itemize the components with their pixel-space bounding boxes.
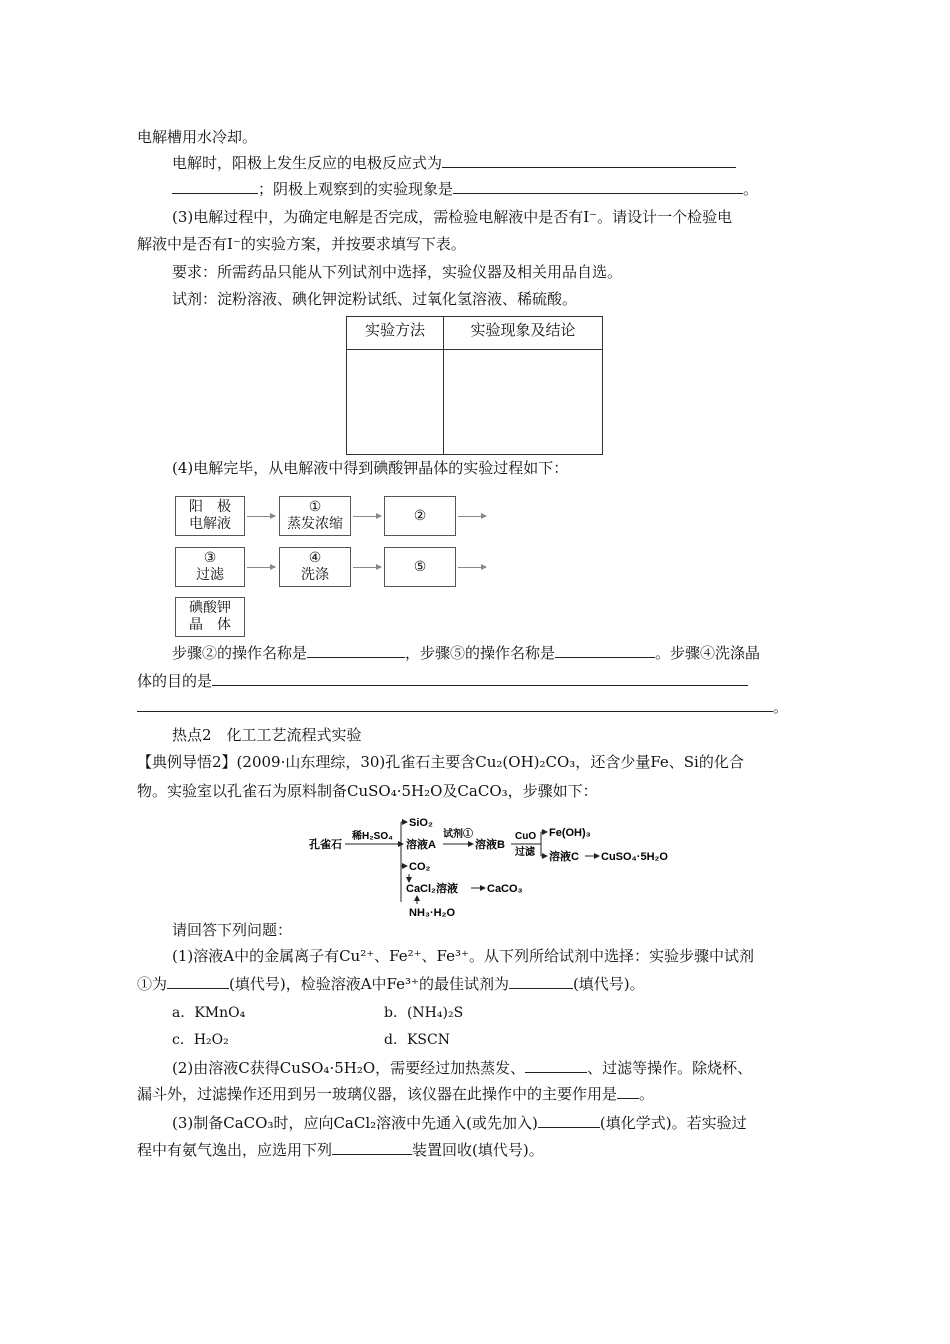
answer-blank[interactable] xyxy=(167,974,229,989)
option-c: c．H₂O₂ xyxy=(172,1032,229,1048)
flow-arrow xyxy=(247,516,275,517)
flow-box-step2: ② xyxy=(384,496,456,536)
process-scheme xyxy=(305,808,685,920)
option-b: b．(NH₄)₂S xyxy=(384,1005,464,1021)
answer-blank[interactable] xyxy=(453,179,743,194)
flow-box-step5: ⑤ xyxy=(384,547,456,587)
scheme-solA: 溶液A xyxy=(406,839,436,851)
period: 。 xyxy=(773,698,789,716)
flow-arrow xyxy=(458,516,486,517)
scheme-solC: 溶液C xyxy=(549,851,579,863)
question-text: 程中有氨气逸出，应选用下列 xyxy=(137,1141,333,1159)
table-cell[interactable] xyxy=(347,350,444,455)
answer-blank[interactable] xyxy=(137,697,773,712)
text-line: 试剂：淀粉溶液、碘化钾淀粉试纸、过氧化氢溶液、稀硫酸。 xyxy=(172,290,578,308)
answer-blank[interactable] xyxy=(442,153,736,168)
text-line: 请回答下列问题： xyxy=(172,921,293,939)
flow-arrow xyxy=(353,567,381,568)
text-line xyxy=(137,1140,544,1160)
answer-blank[interactable] xyxy=(509,974,573,989)
answer-blank[interactable] xyxy=(555,643,655,658)
text-line: (4)电解完毕，从电解液中得到碘酸钾晶体的实验过程如下： xyxy=(172,459,569,477)
question-text: 。步骤④洗涤晶 xyxy=(655,644,761,662)
answer-blank[interactable] xyxy=(525,1058,587,1073)
text-line: (3)电解过程中，为确定电解是否完成，需检验电解液中是否有I⁻。请设计一个检验电 xyxy=(172,208,733,226)
flow-box-step4: ④ 洗涤 xyxy=(279,547,351,587)
flow-box-step3: ③ 过滤 xyxy=(175,547,245,587)
text-line xyxy=(172,1058,752,1078)
answer-blank[interactable] xyxy=(307,643,405,658)
question-text: 步骤②的操作名称是 xyxy=(172,644,308,662)
scheme-product1: CuSO₄·5H₂O xyxy=(601,851,668,863)
question-text: (填代号)。 xyxy=(572,975,645,993)
scheme-feoh3: Fe(OH)₃ xyxy=(549,827,591,839)
question-text: 、过滤等操作。除烧杯、 xyxy=(587,1059,753,1077)
text-line: 要求：所需药品只能从下列试剂中选择，实验仪器及相关用品自选。 xyxy=(172,263,623,281)
text-line: 物。实验室以孔雀石为原料制备CuSO₄·5H₂O及CaCO₃，步骤如下： xyxy=(137,782,598,800)
flow-box-anode-solution: 阳 极 电解液 xyxy=(175,496,245,536)
answer-blank[interactable] xyxy=(538,1113,600,1128)
option-d: d．KSCN xyxy=(384,1032,450,1048)
option-a: a．KMnO₄ xyxy=(172,1005,246,1021)
scheme-start: 孔雀石 xyxy=(309,839,342,851)
question-text: ①为 xyxy=(137,975,168,993)
text-line xyxy=(172,179,758,199)
question-text: 电解时，阳极上发生反应的电极反应式为 xyxy=(172,154,443,172)
question-text: (3)制备CaCO₃时，应向CaCl₂溶液中先通入(或先加入) xyxy=(172,1114,538,1132)
answer-blank[interactable] xyxy=(172,179,258,194)
question-text: ；阴极上观察到的实验现象是 xyxy=(258,180,454,198)
answer-blank[interactable] xyxy=(617,1084,639,1099)
flow-box-step1: ① 蒸发浓缩 xyxy=(279,496,351,536)
question-text: (填化学式)。若实验过 xyxy=(599,1114,747,1132)
question-text: (填代号)，检验溶液A中Fe³⁺的最佳试剂为 xyxy=(229,975,509,993)
experiment-table xyxy=(346,316,603,455)
text-line xyxy=(172,153,736,173)
text-line xyxy=(137,671,748,691)
period: 。 xyxy=(639,1085,655,1103)
scheme-co2: CO₂ xyxy=(409,861,431,873)
table-header: 实验方法 xyxy=(347,317,444,350)
text-line: 解液中是否有I⁻的实验方案，并按要求填写下表。 xyxy=(137,235,466,253)
answer-blank[interactable] xyxy=(212,671,748,686)
flow-arrow xyxy=(458,567,486,568)
scheme-cacl2: CaCl₂溶液 xyxy=(406,883,458,895)
scheme-reagent2: 试剂① xyxy=(443,829,473,840)
question-text: ，步骤⑤的操作名称是 xyxy=(405,644,556,662)
question-text: 体的目的是 xyxy=(137,672,213,690)
text-line: (1)溶液A中的金属离子有Cu²⁺、Fe²⁺、Fe³⁺。从下列所给试剂中选择：实验步骤中试剂 xyxy=(172,947,754,965)
table-cell[interactable] xyxy=(444,350,603,455)
flow-arrow xyxy=(247,567,275,568)
scheme-filter: 过滤 xyxy=(515,847,535,858)
section-heading: 热点2 化工工艺流程式实验 xyxy=(172,726,362,744)
text-line: 电解槽用水冷却。 xyxy=(137,128,258,146)
scheme-reagent1: 稀H₂SO₄ xyxy=(352,831,393,842)
scheme-caco3: CaCO₃ xyxy=(487,883,523,895)
question-text: 漏斗外，过滤操作还用到另一玻璃仪器，该仪器在此操作中的主要作用是 xyxy=(137,1085,618,1103)
scheme-nh3: NH₃·H₂O xyxy=(409,907,456,919)
scheme-sio2: SiO₂ xyxy=(409,817,433,829)
text-line xyxy=(137,1084,654,1104)
answer-blank[interactable] xyxy=(332,1140,412,1155)
text-line xyxy=(137,697,788,717)
period: 。 xyxy=(743,180,759,198)
text-line xyxy=(172,1113,747,1133)
flow-box-crystal: 碘酸钾 晶 体 xyxy=(175,597,245,637)
text-line xyxy=(137,974,645,994)
text-line xyxy=(172,643,760,663)
scheme-cuo: CuO xyxy=(515,831,537,842)
scheme-solB: 溶液B xyxy=(475,839,505,851)
question-text: (2)由溶液C获得CuSO₄·5H₂O，需要经过加热蒸发、 xyxy=(172,1059,526,1077)
question-text: 装置回收(填代号)。 xyxy=(412,1141,544,1159)
text-line: 【典例导悟2】(2009·山东理综，30)孔雀石主要含Cu₂(OH)₂CO₃，还含少量Fe、Si的化合 xyxy=(137,753,744,771)
table-header: 实验现象及结论 xyxy=(444,317,603,350)
flow-arrow xyxy=(353,516,381,517)
